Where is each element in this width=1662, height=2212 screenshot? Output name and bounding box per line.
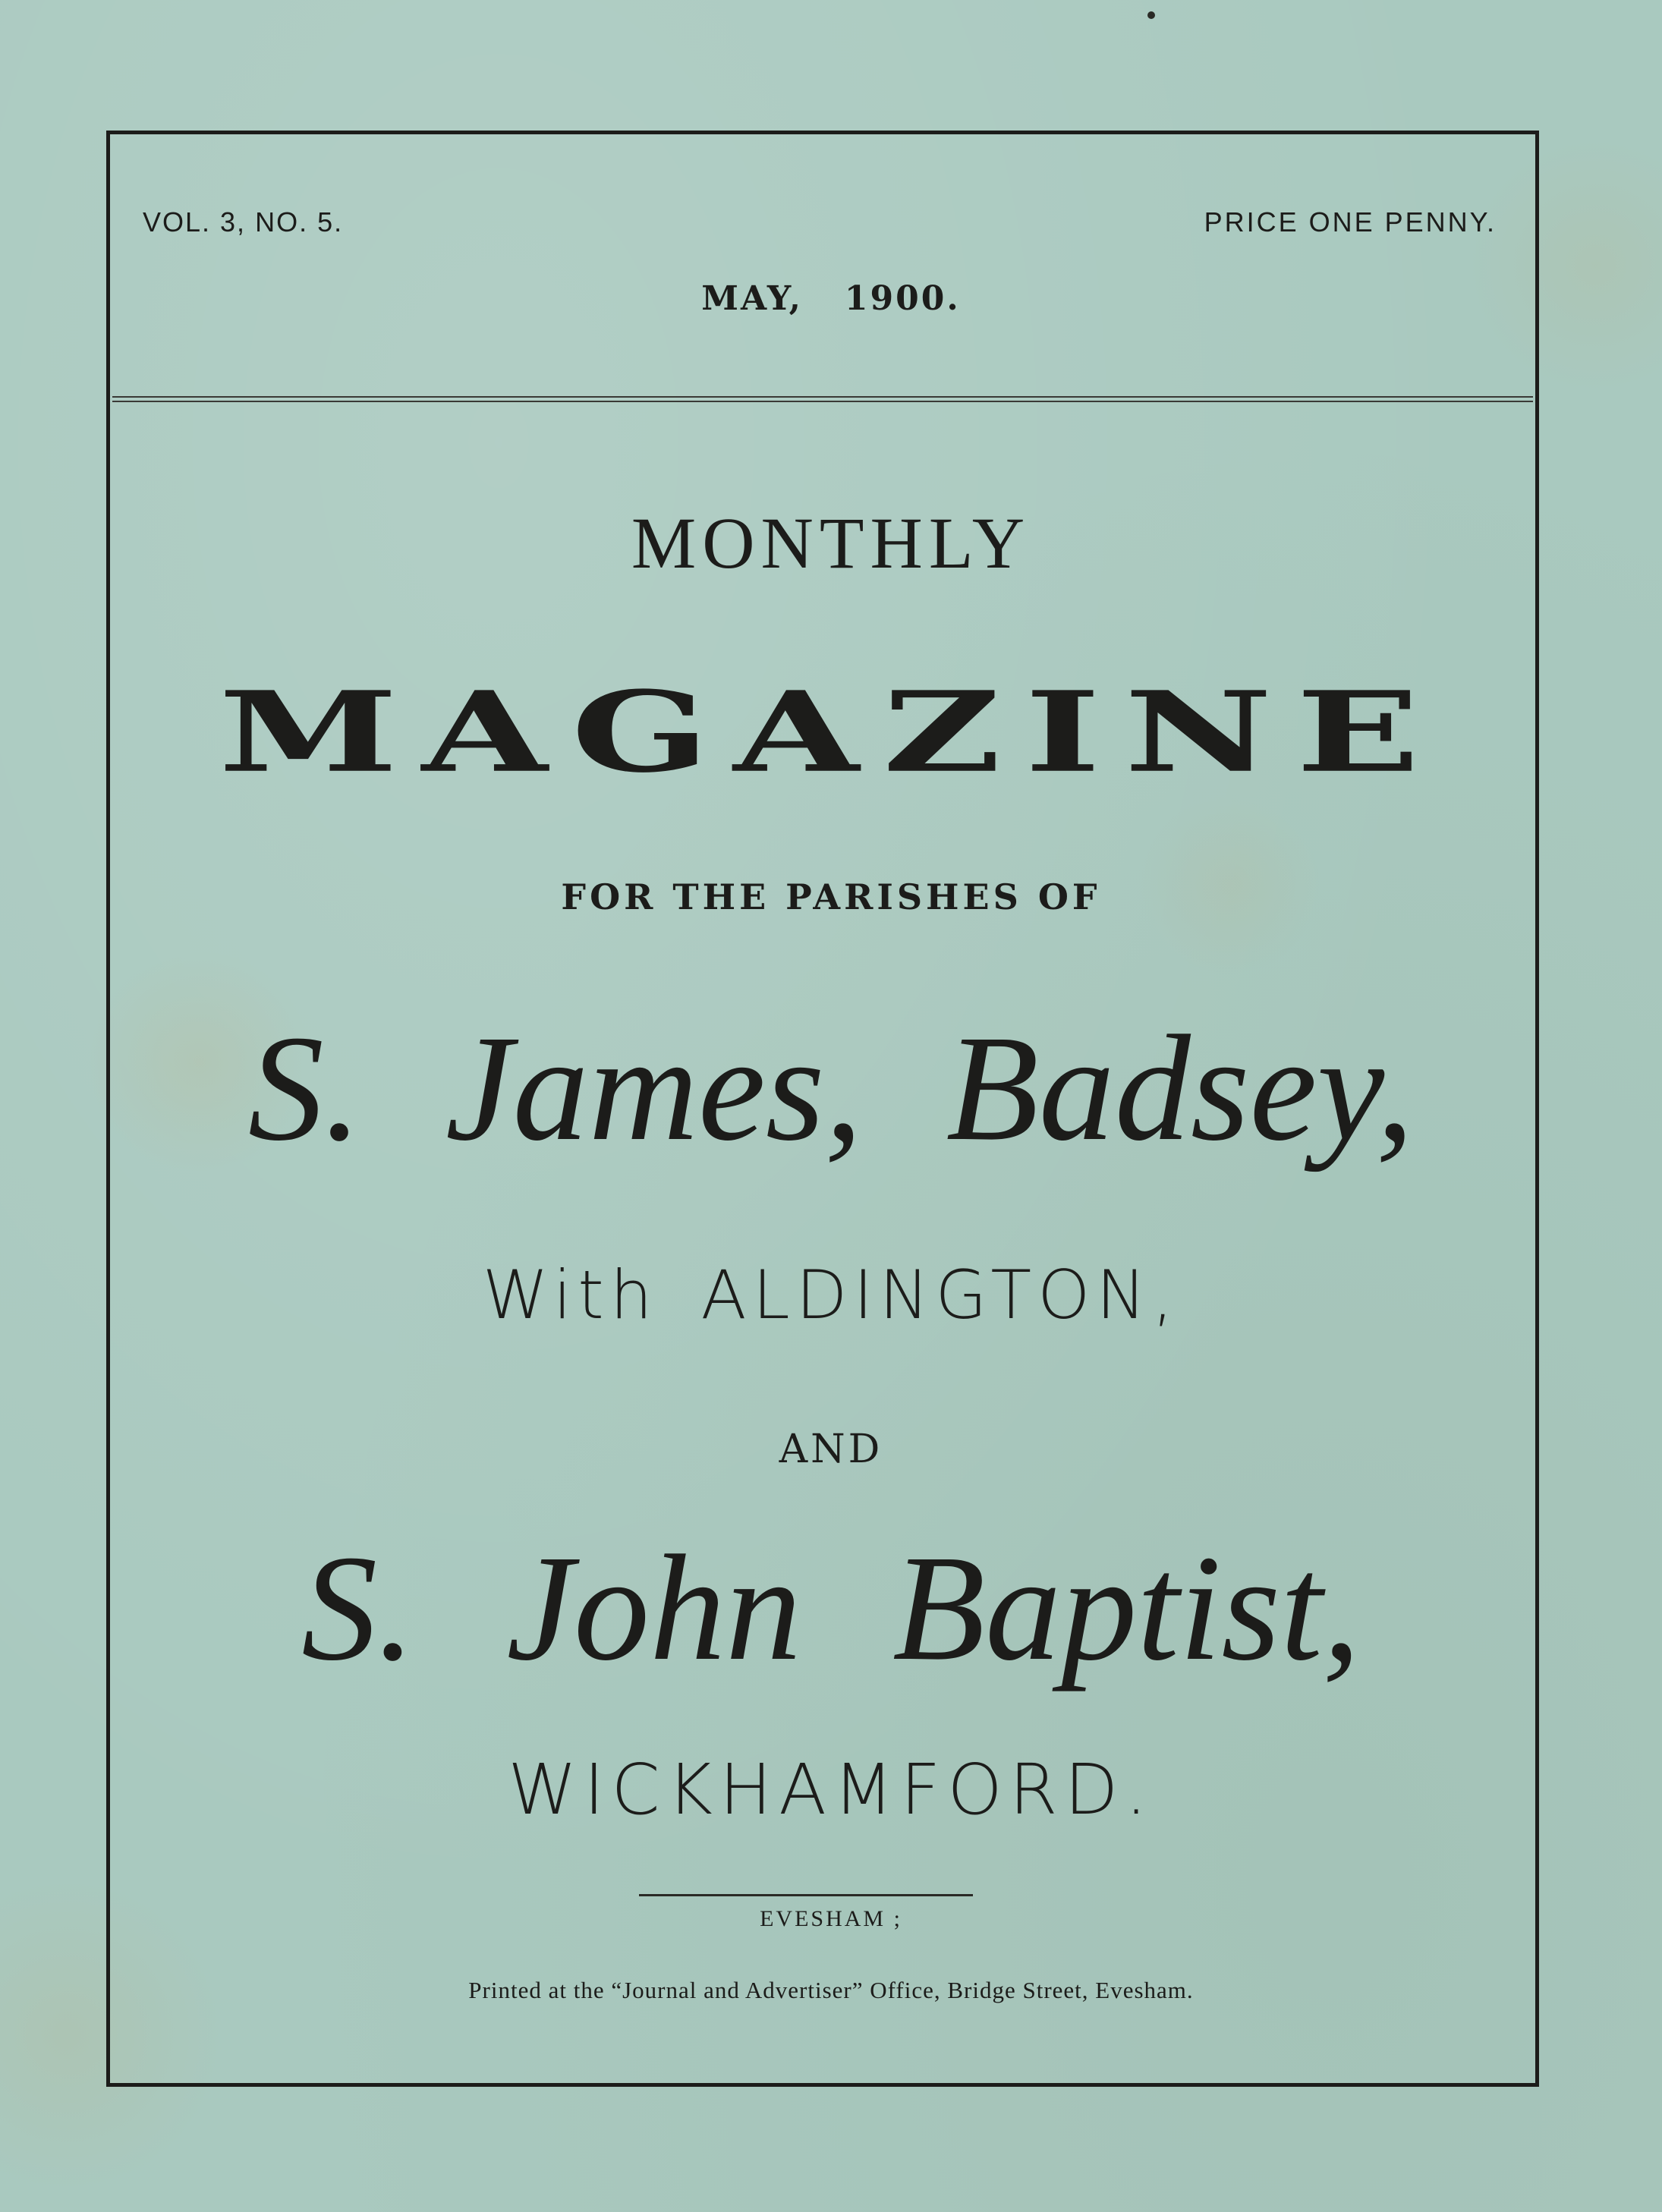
price-label: PRICE ONE PENNY. (1204, 206, 1497, 238)
issue-date: MAY, 1900. (701, 279, 961, 318)
parish-with-aldington: With ALDINGTON, (482, 1256, 1180, 1334)
volume-number: VOL. 3, NO. 5. (143, 206, 344, 238)
title-magazine: MAGAZINE (219, 666, 1443, 798)
title-for-parishes: FOR THE PARISHES OF (561, 876, 1101, 917)
imprint-rule (639, 1894, 973, 1896)
parish-conjunction: AND (779, 1427, 883, 1472)
imprint-printer: Printed at the “Journal and Advertiser” Office, Bridge Street, Evesham. (468, 1977, 1194, 2003)
parish-wickhamford: WICKHAMFORD. (508, 1749, 1154, 1830)
parish-st-james-badsey: S. James, Badsey, (247, 1005, 1415, 1172)
parish-st-john-baptist: S. John Baptist, (301, 1524, 1361, 1692)
title-monthly: MONTHLY (631, 502, 1031, 584)
header-double-rule (112, 396, 1533, 402)
ink-speck (1147, 11, 1155, 19)
imprint-city: EVESHAM ; (760, 1906, 902, 1931)
